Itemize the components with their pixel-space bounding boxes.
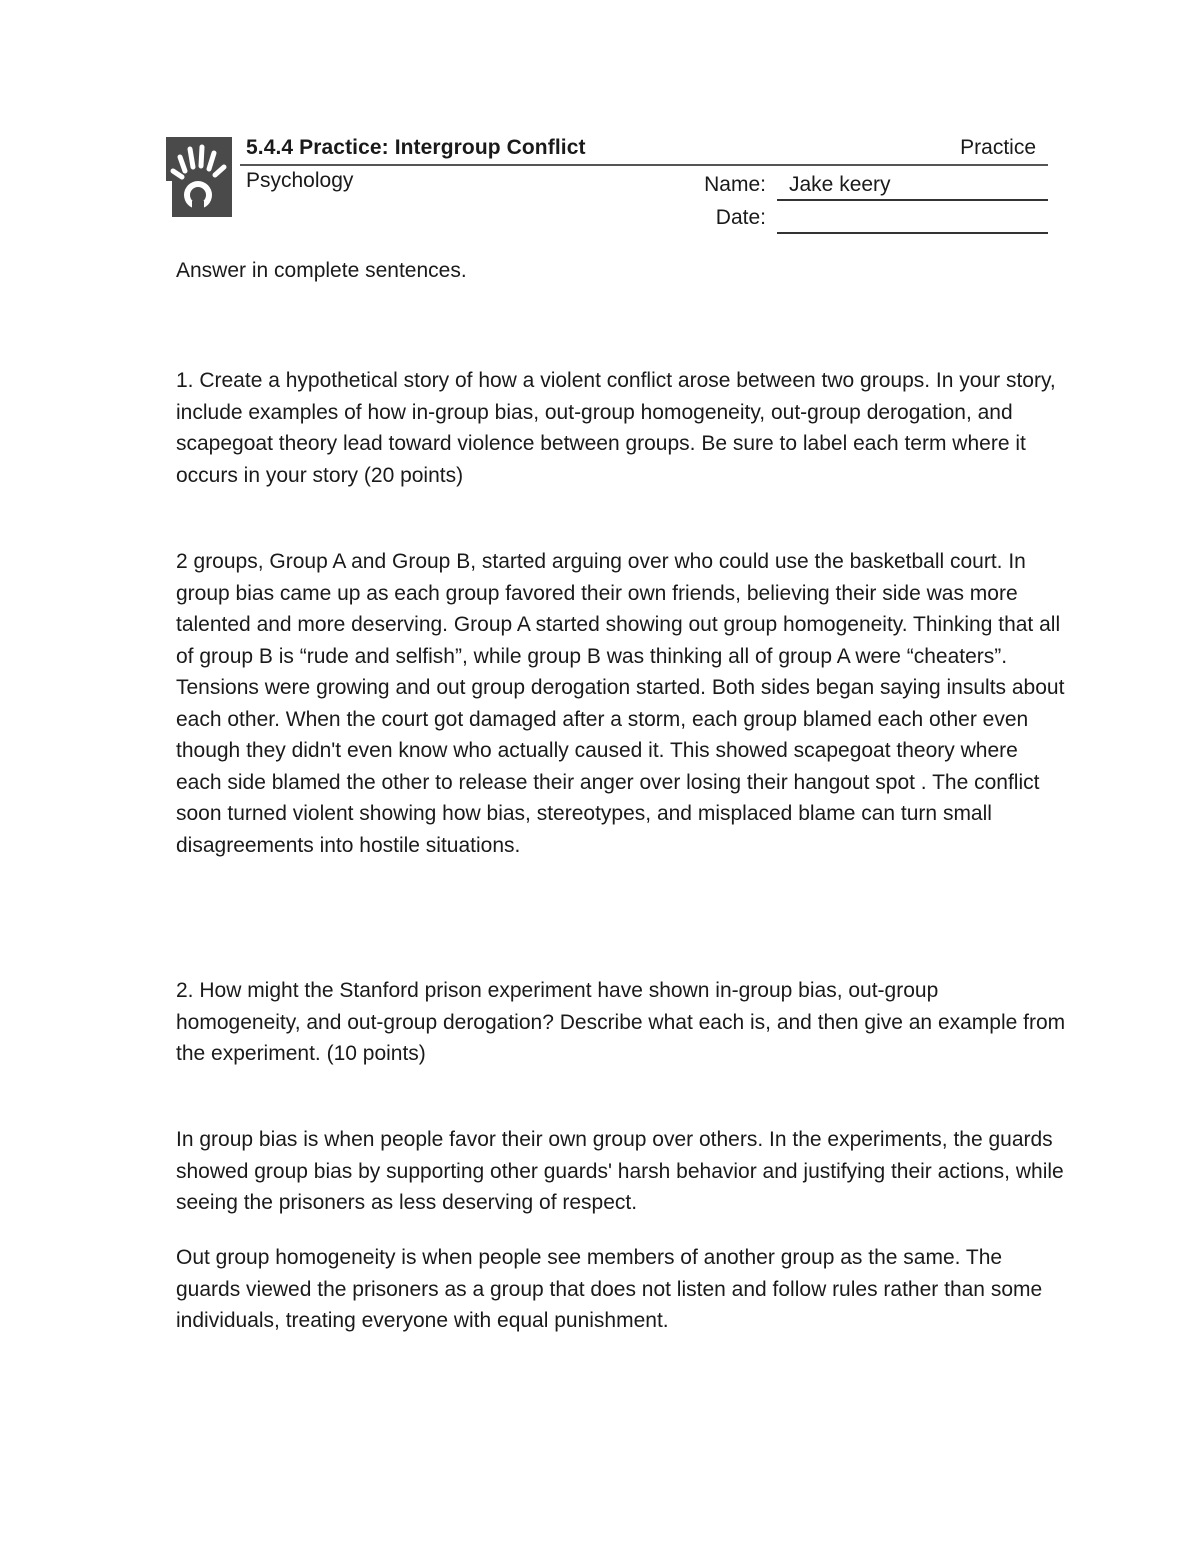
date-label: Date:	[715, 206, 766, 229]
assignment-type-label: Practice	[960, 136, 1036, 159]
name-label: Name:	[704, 173, 766, 196]
instructions: Answer in complete sentences.	[176, 259, 467, 282]
publisher-logo-icon	[166, 137, 232, 217]
question-2-answer-out-group-homogeneity: Out group homogeneity is when people see members of another group as the same. The guards viewed the prisoners as a group that does not listen and follow rules rather than some individuals, treating everyone with equal punishment.	[176, 1246, 1043, 1332]
question-2-answer-in-group-bias: In group bias is when people favor their own group over others. In the experiments, the guards showed group bias by supporting other guards' harsh behavior and justifying their actions, while seeing the prisoners as less deserving of respect.	[176, 1128, 1064, 1214]
date-field[interactable]	[777, 204, 1048, 234]
question-1-prompt: 1. Create a hypothetical story of how a violent conflict arose between two groups. In your story, include examples of how in-group bias, out-group homogeneity, out-group derogation, and scapegoat theory lead toward violence between groups. Be sure to label each term where it occurs in your story (20 points)	[176, 369, 1056, 487]
question-1-answer: 2 groups, Group A and Group B, started arguing over who could use the basketball court. In group bias came up as each group favored their own friends, believing their side was more talented and more deserving. Group A started showing out group homogeneity. Thinking that all of group B is “rude and selfish”, while group B was thinking all of group A were “cheaters”. Tensions were growing and out group derogation started. Both sides began saying insults about each other. When the court got damaged after a storm, each group blamed each other even though they didn't even know who actually caused it. This showed scapegoat theory where each side blamed the other to release their anger over losing their hangout spot . The conflict soon turned violent showing how bias, stereotypes, and misplaced blame can turn small disagreements into hostile situations.	[176, 550, 1065, 857]
assignment-title: 5.4.4 Practice: Intergroup Conflict	[246, 136, 586, 159]
question-2-prompt: 2. How might the Stanford prison experiment have shown in-group bias, out-group homogeneity, and out-group derogation? Describe what each is, and then give an example from the experiment. (10 points)	[176, 979, 1066, 1065]
header-divider	[240, 164, 1048, 166]
subject-label: Psychology	[246, 169, 354, 192]
name-value: Jake keery	[789, 173, 891, 196]
name-field[interactable]	[777, 171, 1048, 201]
